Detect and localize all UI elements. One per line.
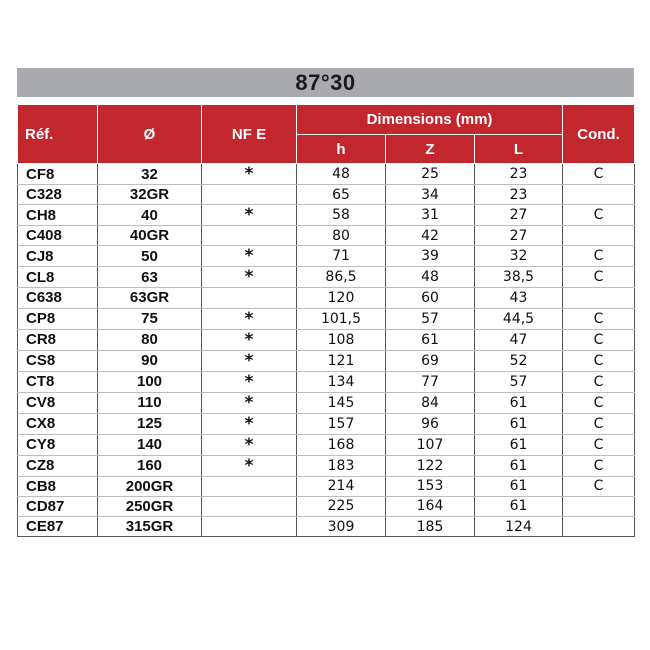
cell-ref: CH8: [18, 205, 98, 226]
cell-h: 80: [297, 226, 386, 246]
cell-nfe: *: [202, 350, 297, 371]
cell-cond: C: [563, 350, 635, 371]
cell-cond: C: [563, 308, 635, 329]
cell-nfe: [202, 185, 297, 205]
table-row: [18, 226, 635, 246]
cell-z: 61: [386, 329, 475, 350]
cell-l: 61: [475, 413, 563, 434]
cell-h: 65: [297, 185, 386, 205]
cell-cond: C: [563, 392, 635, 413]
cell-cond: C: [563, 476, 635, 496]
cell-z: 42: [386, 226, 475, 246]
cell-h: 108: [297, 329, 386, 350]
cell-l: 43: [475, 288, 563, 308]
cell-h: 120: [297, 288, 386, 308]
cell-h: 168: [297, 434, 386, 455]
table-row: [18, 164, 635, 185]
cell-z: 84: [386, 392, 475, 413]
cell-l: 23: [475, 185, 563, 205]
cell-diameter: 40GR: [98, 226, 202, 246]
cell-l: 27: [475, 226, 563, 246]
cell-h: 145: [297, 392, 386, 413]
cell-diameter: 80: [98, 329, 202, 350]
table-row: [18, 267, 635, 288]
cell-h: 101,5: [297, 308, 386, 329]
cell-z: 60: [386, 288, 475, 308]
header-h: h: [297, 135, 386, 164]
cell-h: 309: [297, 516, 386, 536]
cell-cond: C: [563, 329, 635, 350]
table-row: [18, 371, 635, 392]
table-row: [18, 205, 635, 226]
cell-z: 185: [386, 516, 475, 536]
table-row: [18, 246, 635, 267]
cell-l: 44,5: [475, 308, 563, 329]
cell-ref: C328: [18, 185, 98, 205]
header-l: L: [475, 135, 563, 164]
cell-ref: CT8: [18, 371, 98, 392]
cell-cond: C: [563, 205, 635, 226]
cell-z: 107: [386, 434, 475, 455]
header-ref: Réf.: [18, 105, 98, 164]
cell-diameter: 160: [98, 455, 202, 476]
cell-cond: C: [563, 371, 635, 392]
cell-cond: C: [563, 434, 635, 455]
table-body: [18, 164, 635, 537]
table-title: 87°30: [17, 68, 634, 97]
table-row: [18, 434, 635, 455]
cell-ref: CJ8: [18, 246, 98, 267]
cell-z: 25: [386, 164, 475, 185]
cell-cond: C: [563, 267, 635, 288]
table-row: [18, 516, 635, 536]
cell-diameter: 32: [98, 164, 202, 185]
cell-l: 61: [475, 455, 563, 476]
cell-cond: [563, 516, 635, 536]
cell-ref: CP8: [18, 308, 98, 329]
cell-cond: [563, 288, 635, 308]
cell-z: 31: [386, 205, 475, 226]
cell-ref: CR8: [18, 329, 98, 350]
cell-ref: CE87: [18, 516, 98, 536]
cell-l: 57: [475, 371, 563, 392]
table-row: [18, 350, 635, 371]
cell-z: 153: [386, 476, 475, 496]
cell-l: 38,5: [475, 267, 563, 288]
cell-ref: CS8: [18, 350, 98, 371]
cell-ref: C638: [18, 288, 98, 308]
cell-diameter: 63: [98, 267, 202, 288]
cell-ref: CL8: [18, 267, 98, 288]
cell-cond: [563, 226, 635, 246]
cell-ref: CX8: [18, 413, 98, 434]
cell-ref: CY8: [18, 434, 98, 455]
cell-l: 61: [475, 392, 563, 413]
header-cond: Cond.: [563, 105, 635, 164]
cell-nfe: *: [202, 246, 297, 267]
cell-nfe: *: [202, 205, 297, 226]
cell-nfe: *: [202, 455, 297, 476]
header-nfe: NF E: [202, 105, 297, 164]
cell-ref: CD87: [18, 496, 98, 516]
cell-h: 58: [297, 205, 386, 226]
cell-cond: [563, 185, 635, 205]
table-row: [18, 308, 635, 329]
cell-h: 183: [297, 455, 386, 476]
cell-nfe: *: [202, 392, 297, 413]
cell-nfe: *: [202, 434, 297, 455]
cell-ref: C408: [18, 226, 98, 246]
cell-diameter: 40: [98, 205, 202, 226]
product-table-section: [17, 68, 634, 537]
cell-z: 48: [386, 267, 475, 288]
cell-diameter: 110: [98, 392, 202, 413]
cell-ref: CF8: [18, 164, 98, 185]
cell-nfe: [202, 476, 297, 496]
cell-z: 77: [386, 371, 475, 392]
cell-l: 61: [475, 434, 563, 455]
cell-diameter: 315GR: [98, 516, 202, 536]
cell-z: 164: [386, 496, 475, 516]
cell-cond: C: [563, 246, 635, 267]
header-diameter: Ø: [98, 105, 202, 164]
cell-h: 225: [297, 496, 386, 516]
cell-l: 32: [475, 246, 563, 267]
cell-z: 122: [386, 455, 475, 476]
cell-z: 69: [386, 350, 475, 371]
cell-h: 48: [297, 164, 386, 185]
cell-nfe: *: [202, 371, 297, 392]
cell-diameter: 75: [98, 308, 202, 329]
cell-nfe: *: [202, 329, 297, 350]
cell-h: 86,5: [297, 267, 386, 288]
cell-h: 157: [297, 413, 386, 434]
cell-diameter: 50: [98, 246, 202, 267]
table-header: [18, 105, 635, 164]
cell-l: 61: [475, 496, 563, 516]
cell-z: 96: [386, 413, 475, 434]
cell-nfe: *: [202, 164, 297, 185]
cell-h: 134: [297, 371, 386, 392]
cell-z: 39: [386, 246, 475, 267]
cell-diameter: 125: [98, 413, 202, 434]
cell-h: 121: [297, 350, 386, 371]
table-row: [18, 496, 635, 516]
table-row: [18, 329, 635, 350]
cell-diameter: 90: [98, 350, 202, 371]
header-z: Z: [386, 135, 475, 164]
cell-diameter: 32GR: [98, 185, 202, 205]
cell-nfe: [202, 288, 297, 308]
cell-cond: C: [563, 455, 635, 476]
cell-l: 52: [475, 350, 563, 371]
cell-cond: [563, 496, 635, 516]
cell-l: 61: [475, 476, 563, 496]
cell-ref: CB8: [18, 476, 98, 496]
cell-nfe: *: [202, 267, 297, 288]
table-row: [18, 413, 635, 434]
cell-nfe: *: [202, 413, 297, 434]
table-row: [18, 476, 635, 496]
cell-ref: CV8: [18, 392, 98, 413]
table-row: [18, 392, 635, 413]
table-row: [18, 455, 635, 476]
cell-diameter: 250GR: [98, 496, 202, 516]
cell-nfe: *: [202, 308, 297, 329]
cell-l: 124: [475, 516, 563, 536]
cell-l: 23: [475, 164, 563, 185]
cell-h: 71: [297, 246, 386, 267]
cell-cond: C: [563, 164, 635, 185]
cell-ref: CZ8: [18, 455, 98, 476]
cell-cond: C: [563, 413, 635, 434]
cell-l: 27: [475, 205, 563, 226]
cell-z: 34: [386, 185, 475, 205]
cell-l: 47: [475, 329, 563, 350]
cell-nfe: [202, 496, 297, 516]
cell-diameter: 140: [98, 434, 202, 455]
table-row: [18, 185, 635, 205]
table-row: [18, 288, 635, 308]
cell-diameter: 63GR: [98, 288, 202, 308]
cell-diameter: 200GR: [98, 476, 202, 496]
header-dimensions: Dimensions (mm): [297, 105, 563, 135]
cell-nfe: [202, 226, 297, 246]
cell-nfe: [202, 516, 297, 536]
dimensions-table: [17, 104, 635, 537]
cell-diameter: 100: [98, 371, 202, 392]
cell-h: 214: [297, 476, 386, 496]
cell-z: 57: [386, 308, 475, 329]
